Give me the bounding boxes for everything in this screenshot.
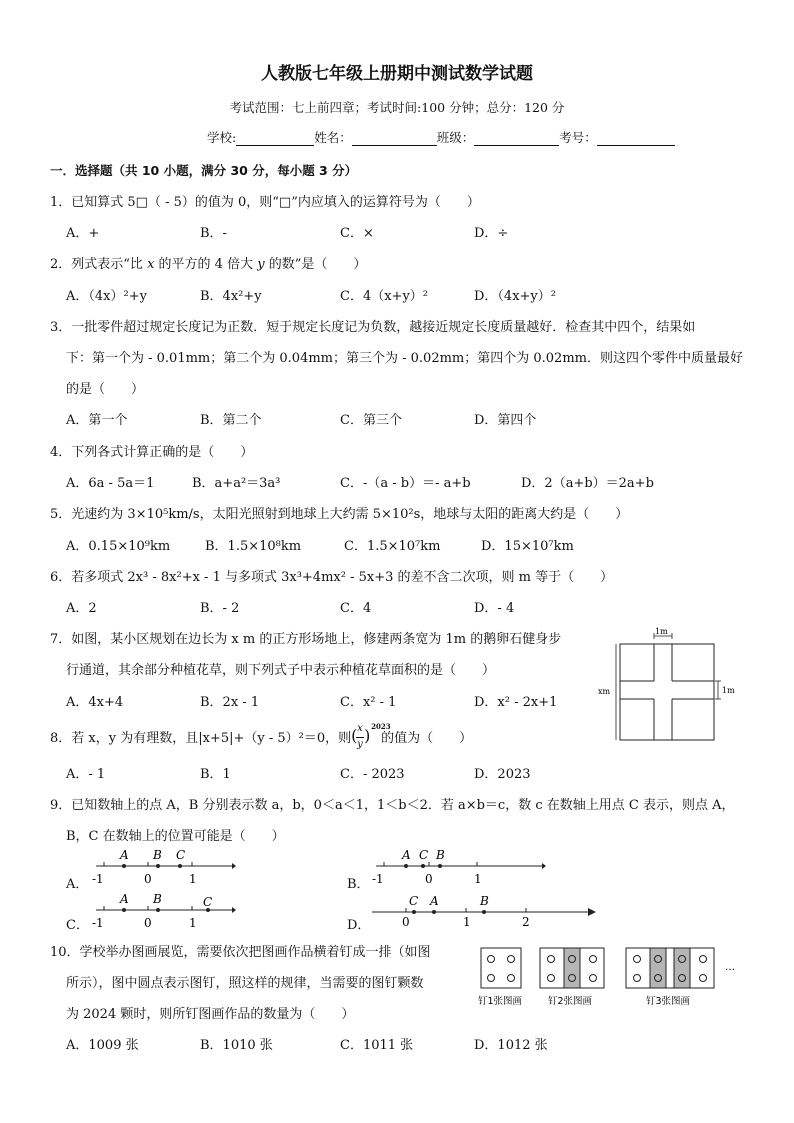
svg-text:C: C bbox=[419, 848, 429, 862]
q3-option-a[interactable]: A．第一个 bbox=[66, 413, 128, 428]
q8-option-c[interactable]: C．- 2023 bbox=[340, 767, 405, 782]
q3-line2: 下：第一个为 - 0.01mm；第二个为 0.04mm；第三个为 - 0.02mm；第四个为 0.02mm．则这四个零件中质量最好 bbox=[66, 351, 743, 366]
student-info-line bbox=[207, 128, 675, 146]
q8-option-a[interactable]: A．- 1 bbox=[66, 767, 106, 782]
q6-stem: 6．若多项式 2x³ - 8x²+x - 1 与多项式 3x³+4mx² - 5x+3 的差不含二次项，则 m 等于（ ） bbox=[50, 570, 614, 585]
q6-option-c[interactable]: C．4 bbox=[340, 601, 372, 616]
svg-text:B: B bbox=[436, 848, 445, 862]
q9-option-a[interactable]: A． bbox=[66, 877, 89, 892]
q8-fraction: ( x y ) 2023 bbox=[351, 721, 391, 750]
exam-info: 考试范围：七上前四章；考试时间:100 分钟；总分：120 分 bbox=[229, 100, 565, 115]
q2-option-a[interactable]: A．（4x）²+y bbox=[66, 289, 147, 304]
q7-line1: 7．如图，某小区规划在边长为 x m 的正方形场地上，修建两条宽为 1m 的鹅卵石健身步 bbox=[50, 632, 562, 647]
class-label: 班级： bbox=[436, 130, 475, 145]
q10-pin-diagram bbox=[476, 944, 746, 1010]
q7-option-d[interactable]: D．x² - 2x+1 bbox=[474, 695, 558, 710]
q9-option-b[interactable]: B． bbox=[347, 877, 370, 892]
q9-numberline-c bbox=[86, 890, 236, 930]
side-length-label: xm bbox=[598, 687, 611, 696]
q7-option-c[interactable]: C．x² - 1 bbox=[340, 695, 397, 710]
q2-stem: 2．列式表示“比 x 的平方的 4 倍大 y 的数”是（ ） bbox=[50, 257, 367, 272]
q10-line3: 为 2024 颗时，则所钉图画作品的数量为（ ） bbox=[66, 1007, 355, 1022]
svg-text:C: C bbox=[176, 848, 186, 862]
q10-option-c[interactable]: C．1011 张 bbox=[340, 1038, 414, 1053]
q2-option-b[interactable]: B．4x²+y bbox=[200, 289, 262, 304]
q6-option-d[interactable]: D．- 4 bbox=[474, 601, 515, 616]
q3-line3: 的是（ ） bbox=[66, 382, 145, 397]
q9-numberline-b bbox=[366, 846, 546, 886]
svg-text:B: B bbox=[153, 892, 162, 906]
page-title: 人教版七年级上册期中测试数学试题 bbox=[261, 64, 533, 84]
school-blank[interactable] bbox=[236, 131, 314, 146]
svg-text:0: 0 bbox=[144, 916, 152, 930]
q8-option-d[interactable]: D．2023 bbox=[474, 767, 531, 782]
name-blank[interactable] bbox=[352, 131, 437, 146]
q5-stem: 5．光速约为 3×10⁵km/s，太阳光照射到地球上大约需 5×10²s，地球与太阳的距离大约是（ ） bbox=[50, 507, 629, 522]
q2-option-d[interactable]: D．（4x+y）² bbox=[474, 289, 556, 304]
q5-option-b[interactable]: B．1.5×10⁸km bbox=[205, 539, 302, 554]
svg-text:A: A bbox=[120, 848, 129, 862]
svg-text:1: 1 bbox=[189, 916, 197, 930]
class-blank[interactable] bbox=[474, 131, 559, 146]
q10-line2: 所示），图中圆点表示图钉，照这样的规律，当需要的图钉颗数 bbox=[66, 976, 424, 991]
name-label: 姓名： bbox=[314, 130, 352, 145]
svg-text:A: A bbox=[402, 848, 411, 862]
q1-option-d[interactable]: D．÷ bbox=[474, 226, 509, 241]
q10-line1: 10．学校举办图画展览，需要依次把图画作品横着钉成一排（如图 bbox=[50, 945, 431, 960]
svg-text:钉1张图画: 钉1张图画 bbox=[478, 996, 523, 1007]
q7-option-a[interactable]: A．4x+4 bbox=[66, 695, 124, 710]
svg-text:B: B bbox=[153, 848, 162, 862]
q8-stem: 8．若 x，y 为有理数，且|x+5|+（y - 5）²＝0，则 ( x y ) 2023 的值为（ ） bbox=[50, 721, 473, 750]
svg-text:0: 0 bbox=[402, 915, 410, 929]
svg-text:…: … bbox=[725, 962, 735, 973]
q9-option-d[interactable]: D． bbox=[347, 918, 371, 933]
school-label: 学校: bbox=[207, 130, 237, 145]
q4-stem: 4．下列各式计算正确的是（ ） bbox=[50, 445, 254, 460]
q1-option-a[interactable]: A．+ bbox=[66, 226, 100, 241]
q9-option-c[interactable]: C． bbox=[66, 918, 89, 933]
q1-option-c[interactable]: C．× bbox=[340, 226, 374, 241]
q4-option-d[interactable]: D．2（a+b）＝2a+b bbox=[521, 476, 654, 491]
square-outline bbox=[620, 644, 714, 740]
top-width-label: 1m bbox=[655, 627, 668, 636]
svg-text:0: 0 bbox=[144, 872, 152, 886]
right-width-label: 1m bbox=[722, 686, 735, 695]
q5-option-d[interactable]: D．15×10⁷km bbox=[481, 539, 574, 554]
q6-option-a[interactable]: A．2 bbox=[66, 601, 97, 616]
q4-option-a[interactable]: A．6a - 5a＝1 bbox=[66, 476, 155, 491]
q7-square-diagram bbox=[596, 624, 746, 746]
q9-numberline-d bbox=[366, 890, 596, 930]
q2-option-c[interactable]: C．4（x+y）² bbox=[340, 289, 428, 304]
q5-option-a[interactable]: A．0.15×10⁹km bbox=[66, 539, 171, 554]
q3-line1: 3．一批零件超过规定长度记为正数．短于规定长度记为负数，越接近规定长度质量越好．检查其中四个，结果如 bbox=[50, 320, 696, 335]
q7-option-b[interactable]: B．2x - 1 bbox=[200, 695, 260, 710]
svg-text:A: A bbox=[430, 894, 439, 908]
svg-text:2: 2 bbox=[522, 915, 530, 929]
q1-option-b[interactable]: B．- bbox=[200, 226, 227, 241]
q3-option-b[interactable]: B．第二个 bbox=[200, 413, 262, 428]
svg-text:1: 1 bbox=[463, 915, 471, 929]
svg-text:钉3张图画: 钉3张图画 bbox=[646, 996, 691, 1007]
svg-text:C: C bbox=[409, 894, 419, 908]
q10-option-d[interactable]: D．1012 张 bbox=[474, 1038, 548, 1053]
svg-text:-1: -1 bbox=[92, 916, 104, 930]
svg-text:A: A bbox=[120, 892, 129, 906]
q7-line2: 行通道，其余部分种植花草，则下列式子中表示种植花草面积的是（ ） bbox=[66, 663, 496, 678]
q9-line1: 9．已知数轴上的点 A，B 分别表示数 a，b，0＜a＜1，1＜b＜2．若 a×b＝c，数 c 在数轴上用点 C 表示，则点 A， bbox=[50, 798, 735, 813]
q4-option-c[interactable]: C．-（a - b）＝- a+b bbox=[340, 476, 471, 491]
svg-text:C: C bbox=[203, 895, 213, 909]
q10-option-b[interactable]: B．1010 张 bbox=[200, 1038, 273, 1053]
svg-text:-1: -1 bbox=[372, 872, 384, 886]
q1-stem: 1．已知算式 5□（ - 5）的值为 0，则“□”内应填入的运算符号为（ ） bbox=[50, 195, 480, 210]
svg-text:-1: -1 bbox=[92, 872, 104, 886]
section-heading: 一．选择题（共 10 小题，满分 30 分，每小题 3 分） bbox=[50, 163, 358, 178]
svg-text:B: B bbox=[480, 894, 489, 908]
svg-text:1: 1 bbox=[189, 872, 197, 886]
q3-option-c[interactable]: C．第三个 bbox=[340, 413, 402, 428]
q5-option-c[interactable]: C．1.5×10⁷km bbox=[344, 539, 441, 554]
q9-numberline-a bbox=[86, 846, 236, 886]
number-label: 考号： bbox=[559, 130, 597, 145]
q4-option-b[interactable]: B．a+a²＝3a³ bbox=[192, 476, 281, 491]
q8-option-b[interactable]: B．1 bbox=[200, 767, 231, 782]
q3-option-d[interactable]: D．第四个 bbox=[474, 413, 537, 428]
svg-text:1: 1 bbox=[474, 872, 482, 886]
number-blank[interactable] bbox=[597, 131, 675, 146]
q9-line2: B，C 在数轴上的位置可能是（ ） bbox=[66, 829, 285, 844]
q10-option-a[interactable]: A．1009 张 bbox=[66, 1038, 139, 1053]
q6-option-b[interactable]: B．- 2 bbox=[200, 601, 240, 616]
svg-text:钉2张图画: 钉2张图画 bbox=[548, 996, 593, 1007]
svg-text:0: 0 bbox=[425, 872, 433, 886]
